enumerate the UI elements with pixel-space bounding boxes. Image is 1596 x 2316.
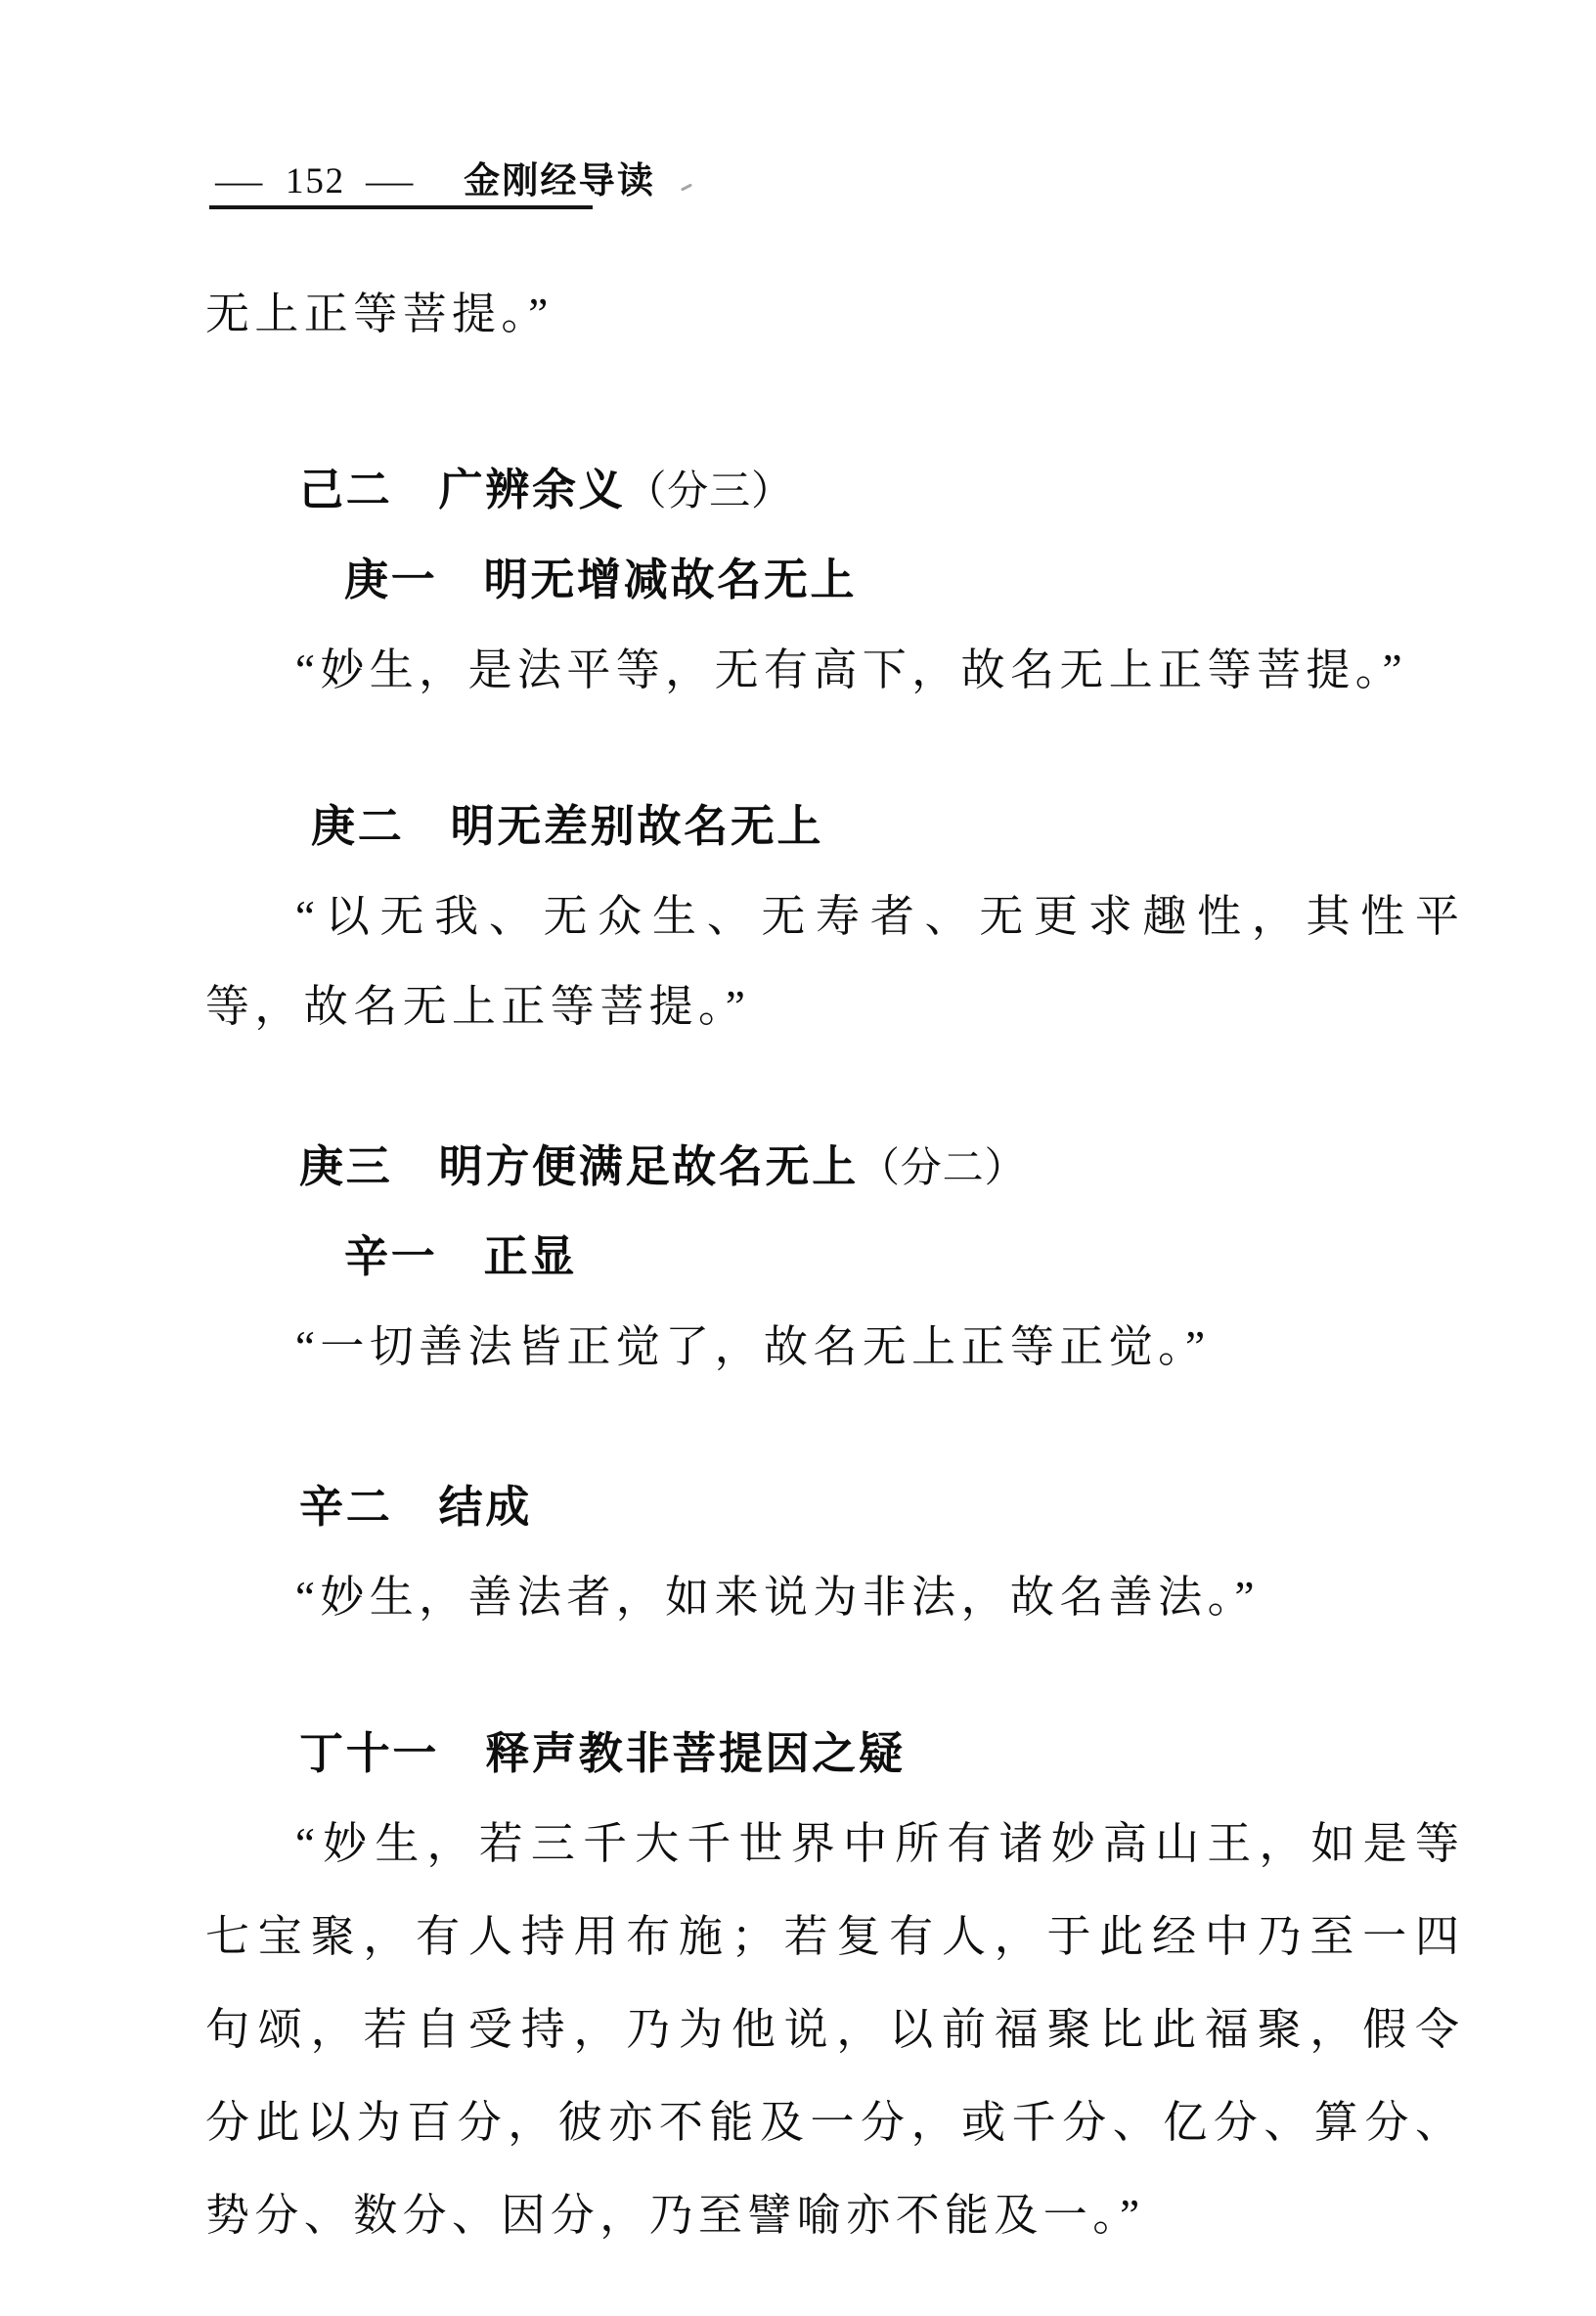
outline-heading-xin2 bbox=[299, 1479, 532, 1536]
outline-heading-xin1 bbox=[344, 1228, 577, 1285]
paragraph-line: 七宝聚，有人持用布施；若复有人，于此经中乃至一四 bbox=[205, 1912, 1459, 1961]
outline-label: 己二 bbox=[299, 464, 393, 515]
running-head-right-dash: — bbox=[366, 161, 416, 201]
page-number: 152 bbox=[285, 161, 346, 201]
outline-title: 明无差别故名无上 bbox=[450, 800, 824, 852]
outline-label: 庚二 bbox=[311, 800, 405, 852]
paragraph-line: “一切善法皆正觉了，故名无上正等正觉。” bbox=[295, 1322, 1211, 1371]
outline-heading-geng1 bbox=[344, 552, 857, 608]
paragraph-line: “妙生，是法平等，无有高下，故名无上正等菩提。” bbox=[295, 646, 1408, 694]
outline-title: 明方便满足故名无上 bbox=[438, 1140, 859, 1192]
outline-heading-ding11 bbox=[299, 1725, 906, 1782]
paragraph-line: “妙生，善法者，如来说为非法，故名善法。” bbox=[295, 1573, 1260, 1622]
outline-title: 广辨余义 bbox=[438, 464, 626, 515]
paragraph-line: “妙生，若三千大千世界中所有诸妙高山王，如是等 bbox=[295, 1819, 1459, 1868]
running-head bbox=[211, 156, 655, 205]
outline-title: 明无增减故名无上 bbox=[483, 554, 858, 605]
outline-heading-ji2 bbox=[299, 462, 793, 518]
paragraph-line: 无上正等菩提。” bbox=[205, 290, 554, 338]
outline-title: 释声教非菩提因之疑 bbox=[485, 1727, 906, 1779]
book-title: 金刚经导读 bbox=[464, 159, 656, 201]
outline-suffix: （分三） bbox=[625, 469, 793, 514]
running-head-rule bbox=[209, 205, 593, 209]
paragraph-line: 等，故名无上正等菩提。” bbox=[205, 982, 751, 1031]
outline-heading-geng3 bbox=[299, 1138, 1026, 1195]
paragraph-line: “以无我、无众生、无寿者、无更求趣性，其性平 bbox=[295, 892, 1459, 941]
outline-suffix: （分二） bbox=[858, 1146, 1027, 1191]
paragraph-line: 分此以为百分，彼亦不能及一分，或千分、亿分、算分、 bbox=[205, 2098, 1459, 2147]
scan-artifact bbox=[681, 183, 692, 191]
outline-label: 庚三 bbox=[299, 1140, 393, 1192]
outline-title: 结成 bbox=[438, 1481, 533, 1533]
running-head-left-dash: — bbox=[215, 161, 265, 201]
outline-label: 丁十一 bbox=[299, 1727, 440, 1779]
outline-label: 辛二 bbox=[299, 1481, 393, 1533]
outline-label: 辛一 bbox=[344, 1230, 438, 1282]
outline-label: 庚一 bbox=[344, 554, 438, 605]
paragraph-line: 势分、数分、因分，乃至譬喻亦不能及一。” bbox=[205, 2191, 1145, 2240]
outline-title: 正显 bbox=[483, 1230, 578, 1282]
paragraph-line: 句颂，若自受持，乃为他说，以前福聚比此福聚，假令 bbox=[205, 2005, 1459, 2054]
outline-heading-geng2 bbox=[311, 798, 823, 855]
